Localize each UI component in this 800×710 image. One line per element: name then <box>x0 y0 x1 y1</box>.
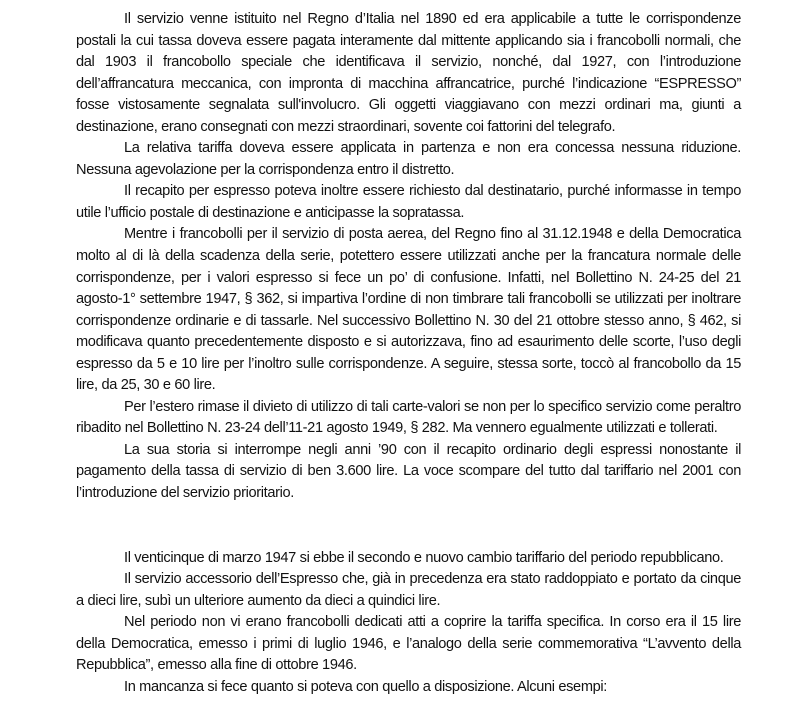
paragraph-airmail-confusion: Mentre i francobolli per il servizio di posta aerea, del Regno fino al 31.12.1948 e della Democratica molto al di là della scadenza della serie, potettero essere utilizzati anche per la francatura normale delle corrispondenze, per i valori espresso si fece un po’ di confusione. Infatti, nel Bollettino N. 24-25 del 21 agosto-1° settembre 1947, § 362, si impartiva l’ordine di non timbrare tali francobolli se utilizzati per inoltrare corrispondenze ordinarie e di tassarle. Nel successivo Bollettino N. 30 del 21 ottobre stesso anno, § 462, si modificava quanto precedentemente disposto e si autorizzava, fino ad esaurimento delle scorte, l’uso degli espresso da 5 e 10 lire per l’inoltro sulle corrispondenze. A seguire, stessa sorte, toccò al francobollo da 15 lire, da 25, 30 e 60 lire. <box>76 226 741 394</box>
paragraph-no-dedicated-stamps: Nel periodo non vi erano francobolli dedicati atti a coprire la tariffa specifica. In corso era il 15 lire della Democratica, emesso i primi di luglio 1946, e l’analogo della serie commemorativa “L’avvento della Repubblica”, emesso alla fine di ottobre 1946. <box>76 614 741 674</box>
document-page <box>76 9 741 698</box>
paragraph-tariff-change: Il venticinque di marzo 1947 si ebbe il secondo e nuovo cambio tariffario del periodo repubblicano. <box>124 549 724 566</box>
paragraph-express-increase: Il servizio accessorio dell’Espresso che, già in precedenza era stato raddoppiato e portato da cinque a dieci lire, subì un ulteriore aumento da dieci a quindici lire. <box>76 571 741 609</box>
section-history <box>76 9 741 505</box>
paragraph-tariff: La relativa tariffa doveva essere applicata in partenza e non era concessa nessuna riduzione. Nessuna agevolazione per la corrispondenza entro il distretto. <box>76 140 741 178</box>
paragraph-end-of-service: La sua storia si interrompe negli anni ’90 con il recapito ordinario degli espressi nonostante il pagamento della tassa di servizio di ben 3.600 lire. La voce scompare del tutto dal tariffario nel 2001 con l’introduzione del servizio prioritario. <box>76 441 741 502</box>
paragraph-examples-intro: In mancanza si fece quanto si poteva con quello a disposizione. Alcuni esempi: <box>124 678 607 695</box>
paragraph-foreign-ban: Per l’estero rimase il divieto di utilizzo di tali carte-valori se non per lo specifico servizio come peraltro ribadito nel Bollettino N. 23-24 dell’11-21 agosto 1949, § 282. Ma vennero egualmente utilizzati e tollerati. <box>76 398 741 437</box>
paragraph-institution: Il servizio venne istituito nel Regno d’Italia nel 1890 ed era applicabile a tutte le corrispondenze postali la cui tassa doveva essere pagata interamente dal mittente applicando sia i francobolli normali, che dal 1903 il francobollo speciale che identificava il servizio, nonché, dal 1927, con l’introduzione dell’affrancatura meccanica, con impronta di macchina affrancatrice, purché l’indicazione “ESPRESSO” fosse vistosamente segnalata sull'involucro. Gli oggetti viaggiavano con mezzi ordinari ma, giunti a destinazione, erano consegnati con mezzi straordinari, sovente coi fattorini del telegrafo. <box>76 11 741 135</box>
section-1947-tariff <box>76 548 741 699</box>
section-spacer <box>76 505 741 548</box>
paragraph-recipient-request: Il recapito per espresso poteva inoltre essere richiesto dal destinatario, purché informasse in tempo utile l’ufficio postale di destinazione e anticipasse la sopratassa. <box>76 183 741 221</box>
